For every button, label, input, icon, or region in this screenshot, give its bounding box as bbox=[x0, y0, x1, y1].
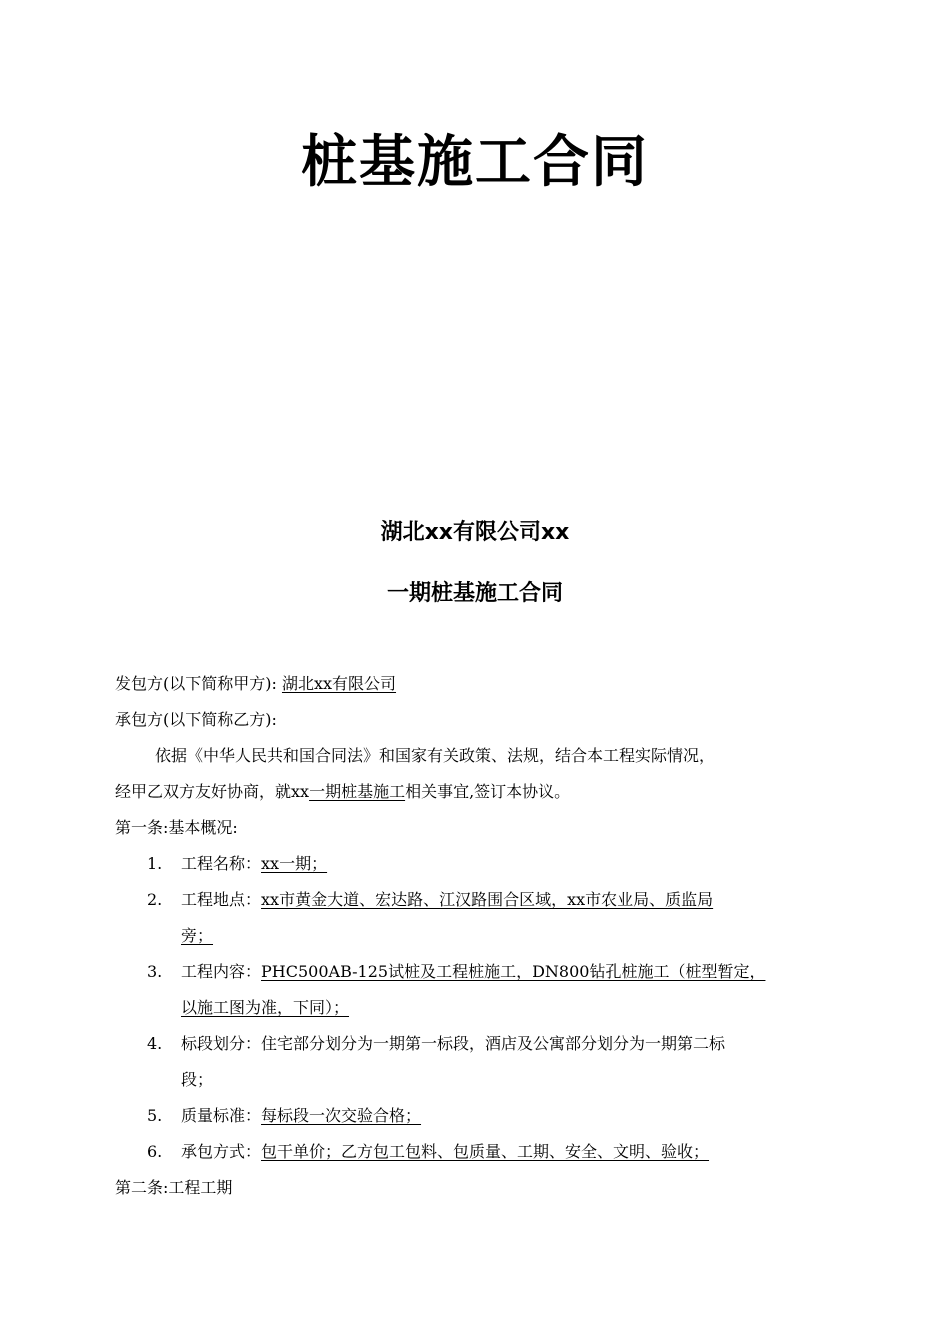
party-b-line bbox=[115, 702, 840, 738]
item-value: PHC500AB-125试桩及工程桩施工，DN800钻孔桩施工（桩型暂定， bbox=[261, 962, 766, 981]
item-label: 工程地点： bbox=[181, 890, 262, 909]
item-label: 质量标准： bbox=[181, 1106, 262, 1125]
item-number: 4. bbox=[147, 1034, 163, 1053]
intro-line-1: 依据《中华人民共和国合同法》和国家有关政策、法规，结合本工程实际情况， bbox=[155, 746, 716, 765]
list-item bbox=[115, 882, 840, 954]
contract-body bbox=[115, 666, 840, 1206]
party-a-line bbox=[115, 666, 840, 702]
list-item bbox=[115, 846, 840, 882]
overview-list bbox=[115, 846, 840, 1170]
item-value: 每标段一次交验合格； bbox=[261, 1106, 422, 1125]
item-value: 住宅部分划分为一期第一标段，酒店及公寓部分划分为一期第二标 bbox=[261, 1034, 726, 1053]
list-item bbox=[115, 1026, 840, 1098]
list-item bbox=[115, 1098, 840, 1134]
document-title: 桩基施工合同 bbox=[301, 130, 649, 195]
article-2-heading: 第二条:工程工期 bbox=[115, 1178, 233, 1197]
party-a-label: 发包方(以下简称甲方): bbox=[115, 674, 282, 693]
intro-post: 相关事宜,签订本协议。 bbox=[405, 782, 571, 801]
item-number: 3. bbox=[147, 962, 163, 981]
item-value: xx市黄金大道、宏达路、江汉路围合区域，xx市农业局、质监局 bbox=[261, 890, 714, 909]
item-value: xx一期； bbox=[261, 854, 328, 873]
item-number: 2. bbox=[147, 890, 163, 909]
item-label: 工程内容： bbox=[181, 962, 262, 981]
item-number: 5. bbox=[147, 1106, 163, 1125]
item-value: 包干单价；乙方包工包料、包质量、工期、安全、文明、验收； bbox=[261, 1142, 710, 1161]
subtitle-contract: 一期桩基施工合同 bbox=[386, 581, 563, 606]
item-value-cont: 段； bbox=[181, 1070, 214, 1089]
item-value-cont: 旁； bbox=[181, 926, 214, 945]
intro-project: 一期桩基施工 bbox=[309, 782, 406, 801]
item-label: 工程名称： bbox=[181, 854, 262, 873]
article-1-heading: 第一条:基本概况: bbox=[115, 818, 238, 837]
list-item bbox=[115, 954, 840, 1026]
item-number: 1. bbox=[147, 854, 163, 873]
party-a-value: 湖北xx有限公司 bbox=[281, 674, 397, 693]
party-b-label: 承包方(以下简称乙方): bbox=[115, 710, 277, 729]
item-label: 承包方式： bbox=[181, 1142, 262, 1161]
item-value-cont: 以施工图为准，下同）； bbox=[181, 998, 350, 1017]
list-item bbox=[115, 1134, 840, 1170]
intro-pre: 经甲乙双方友好协商，就xx bbox=[115, 782, 310, 801]
item-number: 6. bbox=[147, 1142, 163, 1161]
intro-line-2 bbox=[115, 774, 840, 810]
item-label: 标段划分： bbox=[181, 1034, 262, 1053]
subtitle-company: 湖北xx有限公司xx bbox=[380, 520, 570, 545]
